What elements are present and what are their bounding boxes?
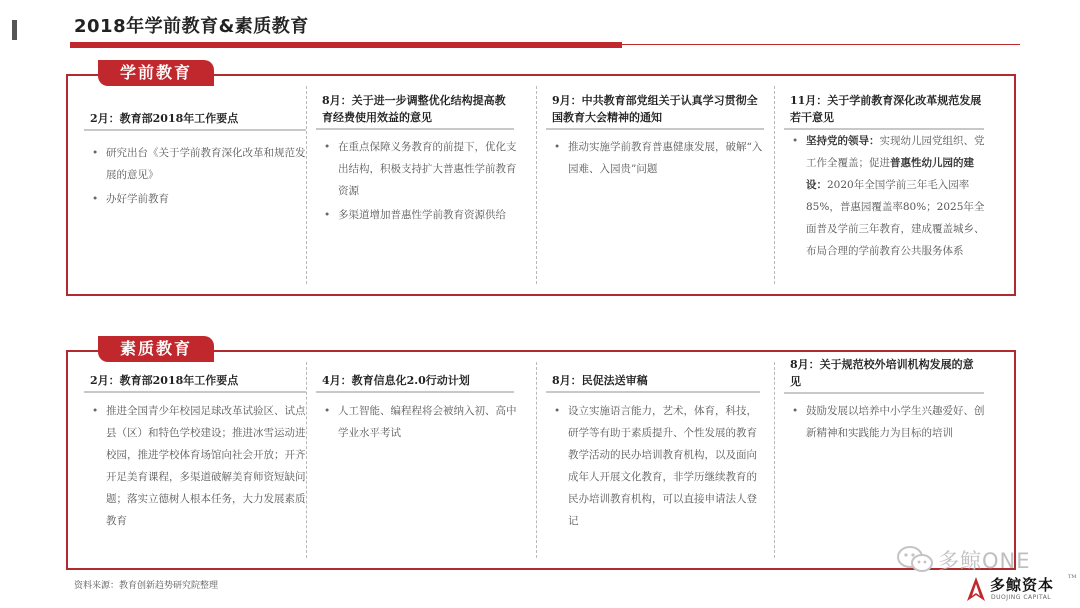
bullet-list xyxy=(790,130,988,264)
column-heading: 11月：关于学前教育深化改革规范发展若干意见 xyxy=(790,92,984,130)
point-text: 2020年全国学前三年毛入园率85%，普惠园覆盖率80%；2025年全面普及学前三年教育，建成覆盖城乡、布局合理的学前教育公共服务体系 xyxy=(806,179,985,257)
column-divider xyxy=(774,86,775,284)
list-item: • 设立实施语言能力，艺术，体育，科技，研学等有助于素质提升、个性发展的教育教学活动的民办培训教育机构，以及面向成年人开展文化教育，非学历继续教育的民办培训教育机构，可以直接申请法人登记 xyxy=(552,400,764,532)
column-heading: 4月：教育信息化2.0行动计划 xyxy=(322,372,514,393)
bullet-list xyxy=(322,136,518,228)
trademark-mark: TM xyxy=(1068,574,1077,580)
column-aug-training xyxy=(790,352,998,568)
wechat-icon xyxy=(896,545,936,575)
column-heading: 8月：关于进一步调整优化结构提高教育经费使用效益的意见 xyxy=(322,92,514,130)
list-item: • 推动实施学前教育普惠健康发展，破解“入园难、入园贵”问题 xyxy=(552,136,768,180)
emphasis-lead: 普惠性幼儿园的建设： xyxy=(806,157,974,191)
column-heading: 2月：教育部2018年工作要点 xyxy=(90,110,306,131)
company-logo xyxy=(966,574,1076,606)
section-preschool xyxy=(66,63,1016,296)
title-underline-bar xyxy=(70,42,622,48)
list-item: • 推进全国青少年校园足球改革试验区、试点县（区）和特色学校建设；推进冰雪运动进校园，推进学校体育场馆向社会开放；开齐开足美育课程，多渠道破解美育师资短缺问题；落实立德树人根本任务，大力发展素质教育 xyxy=(90,400,310,532)
list-item: • 研究出台《关于学前教育深化改革和规范发展的意见》 xyxy=(90,142,310,186)
bullet-list xyxy=(90,142,310,212)
page-title: 2018年学前教育&素质教育 xyxy=(74,16,309,37)
section-tab-preschool: 学前教育 xyxy=(98,60,214,86)
duojing-logo-icon xyxy=(966,576,986,602)
logo-name: 多鲸资本 xyxy=(990,576,1055,594)
list-item xyxy=(790,130,988,262)
left-edge-mark xyxy=(12,20,17,40)
bullet-list xyxy=(90,400,310,534)
section-quality-education xyxy=(66,339,1016,570)
bullet-list xyxy=(552,400,764,534)
column-heading: 9月：中共教育部党组关于认真学习贯彻全国教育大会精神的通知 xyxy=(552,92,764,130)
watermark-text: 多鲸ONE xyxy=(938,549,1031,573)
emphasis-lead: 坚持党的领导： xyxy=(806,135,880,147)
column-sep xyxy=(552,76,778,294)
column-heading: 2月：教育部2018年工作要点 xyxy=(90,372,306,393)
column-divider xyxy=(306,362,307,558)
title-underline-thin xyxy=(622,44,1020,45)
point-text: 实现幼儿园党组织、党工作全覆盖；促进 xyxy=(806,135,985,169)
bullet-list xyxy=(322,400,518,446)
column-nov xyxy=(790,76,998,294)
column-divider xyxy=(536,362,537,558)
column-feb xyxy=(90,352,320,568)
column-aug xyxy=(322,76,528,294)
section-tab-quality: 素质教育 xyxy=(98,336,214,362)
column-divider xyxy=(536,86,537,284)
bullet-list xyxy=(552,136,768,182)
column-aug-law xyxy=(552,352,774,568)
list-item: • 在重点保障义务教育的前提下，优化支出结构，积极支持扩大普惠性学前教育资源 xyxy=(322,136,518,202)
list-item: • 办好学前教育 xyxy=(90,188,310,210)
logo-subtitle: DUOJING CAPITAL xyxy=(991,594,1052,601)
column-feb xyxy=(90,76,320,294)
column-heading: 8月：民促法送审稿 xyxy=(552,372,760,393)
list-item: • 人工智能、编程程将会被纳入初、高中学业水平考试 xyxy=(322,400,518,444)
column-heading: 8月：关于规范校外培训机构发展的意见 xyxy=(790,356,984,394)
column-divider xyxy=(774,362,775,558)
list-item: • 多渠道增加普惠性学前教育资源供给 xyxy=(322,204,518,226)
source-note: 资料来源：教育创新趋势研究院整理 xyxy=(74,581,219,591)
list-item: • 鼓励发展以培养中小学生兴趣爱好、创新精神和实践能力为目标的培训 xyxy=(790,400,988,444)
column-apr xyxy=(322,352,528,568)
bullet-list xyxy=(790,400,988,446)
column-divider xyxy=(306,86,307,284)
